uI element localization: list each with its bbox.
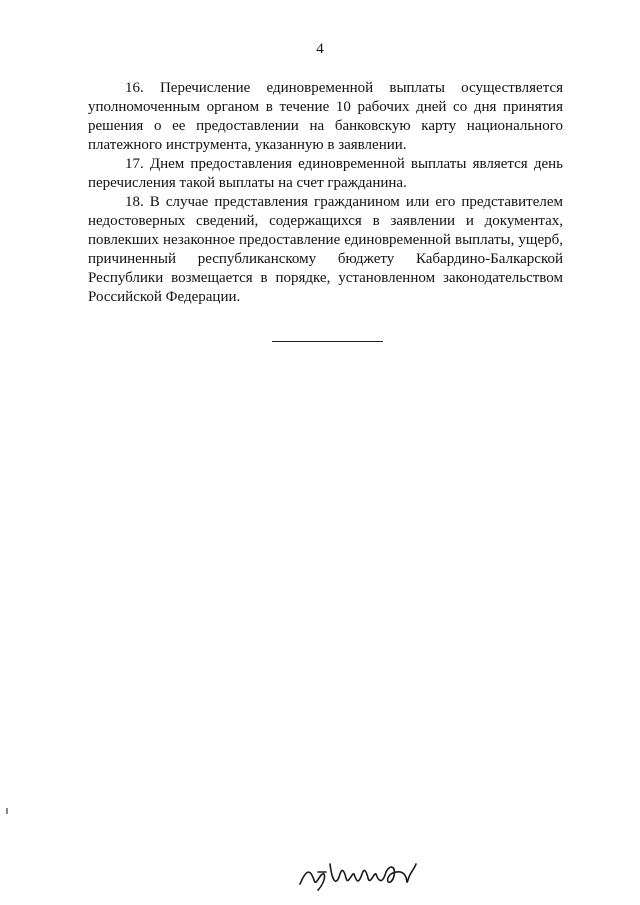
document-body — [88, 79, 563, 307]
end-divider — [272, 341, 383, 342]
page-number: 4 — [316, 41, 324, 57]
paragraph-17: 17. Днем предоставления единовременной выплаты является день перечисления такой выплаты на счет гражданина. — [88, 156, 563, 191]
handwritten-signature — [296, 850, 426, 900]
margin-mark — [6, 808, 8, 814]
signature-stroke — [300, 864, 416, 890]
paragraph-16: 16. Перечисление единовременной выплаты осуществляется уполномоченным органом в течение 10 рабочих дней со дня принятия решения о ее предоставлении на банковскую карту национального платежного инструмента, указанную в заявлении. — [88, 80, 563, 153]
paragraph-18: 18. В случае представления гражданином или его представителем недостоверных сведений, содержащихся в заявлении и документах, повлекших незаконное предоставление единовременной выплаты, ущерб, причиненный республиканскому бюджету Кабардино-Балкарской Республики возмещается в порядке, установленном законодательством Российской Федерации. — [88, 194, 563, 305]
